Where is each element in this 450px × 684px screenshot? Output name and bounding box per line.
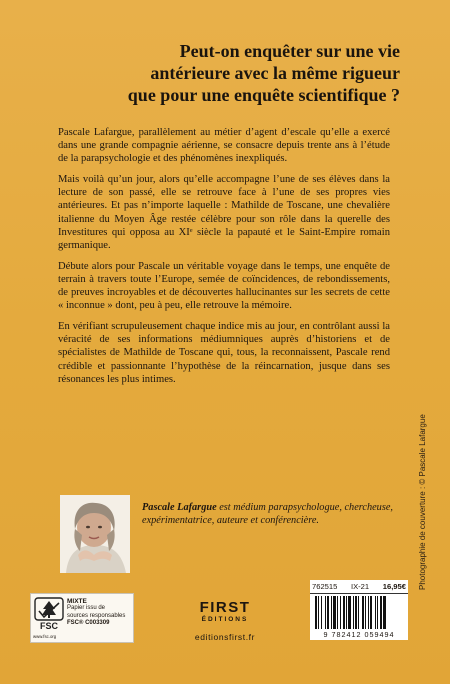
isbn-number: 9 782412 059494: [323, 630, 395, 639]
author-photo: [60, 495, 130, 573]
headline: [60, 40, 400, 106]
barcode-bar: [348, 596, 351, 629]
barcode-category: IX-21: [350, 582, 370, 591]
fsc-line: Papier issu de: [67, 605, 106, 612]
barcode-bar: [383, 596, 386, 629]
barcode-bar: [365, 596, 366, 629]
headline-line: antérieure avec la même rigueur: [150, 63, 400, 83]
blurb-paragraph: Débute alors pour Pascale un véritable voyage dans le temps, une enquête de terrain à travers toute l’Europe, semée de coïncidences, de rebondissements, de preuves incroyables et de découvertes hallucinantes sur les secrets de cette « inconnue » dont, peu à peu, elle retrouve la mémoire.: [58, 260, 390, 312]
author-caption: [142, 501, 400, 527]
barcode-bar: [370, 596, 372, 629]
barcode-bars: [314, 596, 404, 629]
fsc-mixte: MIXTE: [67, 598, 87, 605]
barcode-bar: [321, 596, 322, 629]
author-block: [60, 495, 400, 573]
barcode-bar: [375, 596, 376, 629]
photo-credit: Photographie de couverture : © Pascale Lafargue: [418, 414, 427, 590]
barcode-bar: [325, 596, 326, 629]
barcode-price: 16,95€: [382, 582, 406, 591]
fsc-text: [67, 598, 131, 628]
barcode-bar: [353, 596, 354, 629]
barcode-bar: [337, 596, 338, 629]
fsc-url: www.fsc.org: [33, 634, 57, 639]
publisher-block: [150, 600, 300, 642]
blurb-paragraph: Pascale Lafargue, parallèlement au métier d’agent d’escale qu’elle a exercé dans une grande compagnie aérienne, se consacre depuis trente ans à l’étude de la parapsychologie et des phénomènes inexpliqués.: [58, 127, 390, 165]
fsc-tree-logo-icon: [34, 597, 64, 639]
barcode-bar: [340, 596, 341, 629]
barcode-bar: [362, 596, 364, 629]
barcode-bar: [368, 596, 369, 629]
barcode-bar: [318, 596, 319, 629]
headline-line: Peut-on enquêter sur une vie: [179, 41, 400, 61]
barcode-bar: [343, 596, 345, 629]
blurb: [58, 126, 390, 394]
barcode-box: [310, 580, 408, 640]
publisher-url: editionsfirst.fr: [194, 632, 256, 642]
barcode-header: [312, 582, 406, 591]
author-description: est médium parapsychologue, chercheuse, expérimentatrice, auteure et conférencière.: [142, 502, 393, 526]
blurb-paragraph: En vérifiant scrupuleusement chaque indice mis au jour, en contrôlant aussi la véracité de ses informations médiumniques auprès d’historiens et de spécialistes de Mathilde de Toscane qui, tous, la reconnaissent, Pascale rend crédible et passionnante l’hypothèse de la réincarnation, jusque dans ses résonances les plus intimes.: [58, 321, 390, 385]
barcode-bar: [358, 596, 359, 629]
fsc-line: sources responsables: [67, 612, 126, 619]
barcode-code: 762515: [312, 582, 338, 591]
fsc-logo-text: FSC: [40, 621, 58, 631]
barcode-bar: [380, 596, 382, 629]
barcode-divider: [310, 593, 408, 594]
barcode-bar: [331, 596, 332, 629]
fsc-label: [30, 593, 134, 643]
barcode-bar: [327, 596, 329, 629]
blurb-paragraph: Mais voilà qu’un jour, alors qu’elle accompagne l’une de ses élèves dans la lecture de son passé, elle se retrouve face à l’une de ses propres vies antérieures. Et pas n’importe laquelle : Mathilde de Toscane, une chevalière italienne du Moyen Âge restée célèbre pour son rôle dans la querelle des Investitures qui opposa au XIᵉ siècle la papauté et le Saint-Empire romain germanique.: [58, 174, 390, 251]
barcode-bar: [315, 596, 317, 629]
author-name: Pascale Lafargue: [142, 502, 217, 513]
barcode-bar: [333, 596, 336, 629]
publisher-subtitle: ÉDITIONS: [201, 616, 249, 623]
barcode-bar: [346, 596, 347, 629]
headline-line: que pour une enquête scientifique ?: [127, 85, 400, 105]
barcode-bar: [355, 596, 357, 629]
fsc-code: FSC® C003309: [67, 620, 110, 627]
barcode-bar: [377, 596, 378, 629]
publisher-logo: FIRST: [199, 599, 251, 616]
